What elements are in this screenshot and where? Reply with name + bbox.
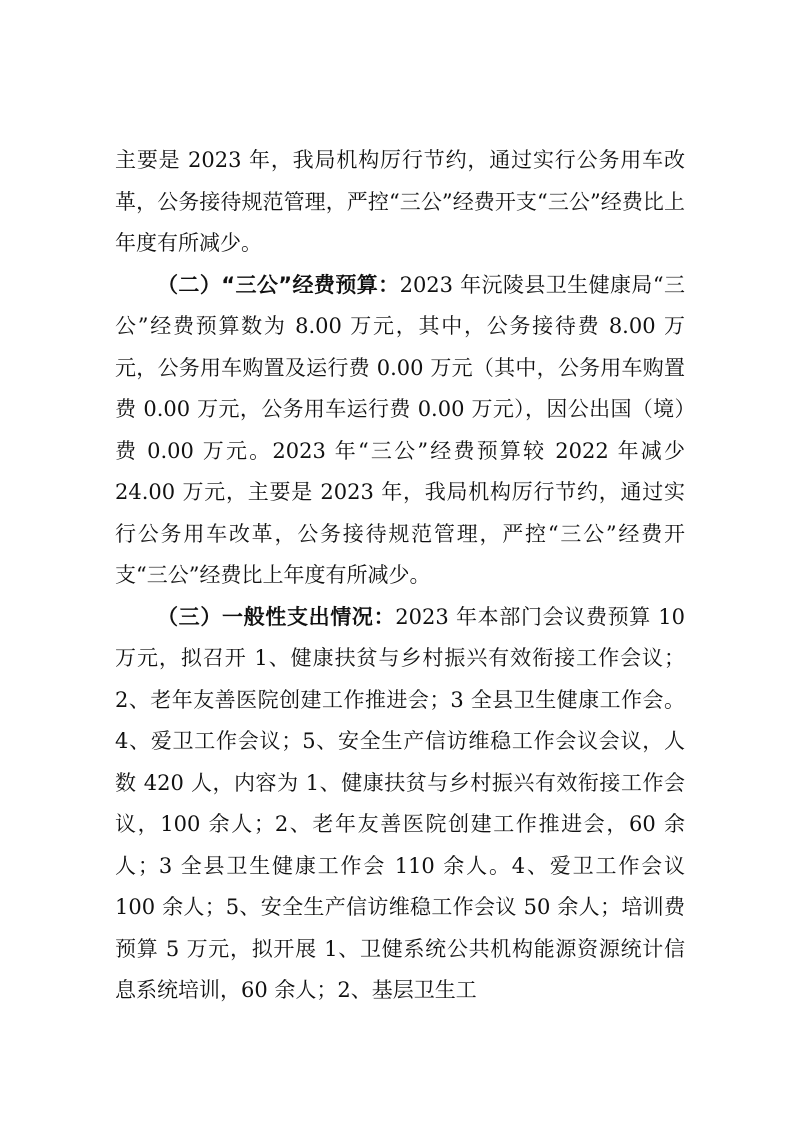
section-heading: （二）“三公”经费预算： [157,272,400,297]
paragraph-body: 2023 年沅陵县卫生健康局“三公”经费预算数为 8.00 万元，其中，公务接待费 8.00 万元，公务用车购置及运行费 0.00 万元（其中，公务用车购置费 0.00 万元，公务用车运行费 0.00 万元），因公出国（境）费 0.00 万元。2023 年“三公”经费预算较 2022 年减少 24.00 万元，主要是 2023 年，我局机构厉行节约，通过实行公务用车改革，公务接待规范管理，严控“三公”经费开支“三公”经费比上年度有所减少。 [115,272,685,587]
paragraph-continuation [115,140,685,265]
document-page [115,140,685,1012]
paragraph-general-expenditure [115,597,685,1012]
paragraph-body: 2023 年本部门会议费预算 10 万元，拟召开 1、健康扶贫与乡村振兴有效衔接工作会议；2、老年友善医院创建工作推进会；3 全县卫生健康工作会。4、爱卫工作会议；5、安全生产信访维稳工作会议会议，人数 420 人，内容为 1、健康扶贫与乡村振兴有效衔接工作会议，100 余人；2、老年友善医院创建工作推进会，60 余人；3 全县卫生健康工作会 110 余人。4、爱卫工作会议 100 余人；5、安全生产信访维稳工作会议 50 余人；培训费预算 5 万元，拟开展 1、卫健系统公共机构能源资源统计信息系统培训，60 余人；2、基层卫生工 [115,604,686,1002]
section-heading: （三）一般性支出情况： [157,604,396,629]
paragraph-body: 主要是 2023 年，我局机构厉行节约，通过实行公务用车改革，公务接待规范管理，严控“三公”经费开支“三公”经费比上年度有所减少。 [115,148,685,255]
paragraph-three-public-budget [115,265,685,597]
